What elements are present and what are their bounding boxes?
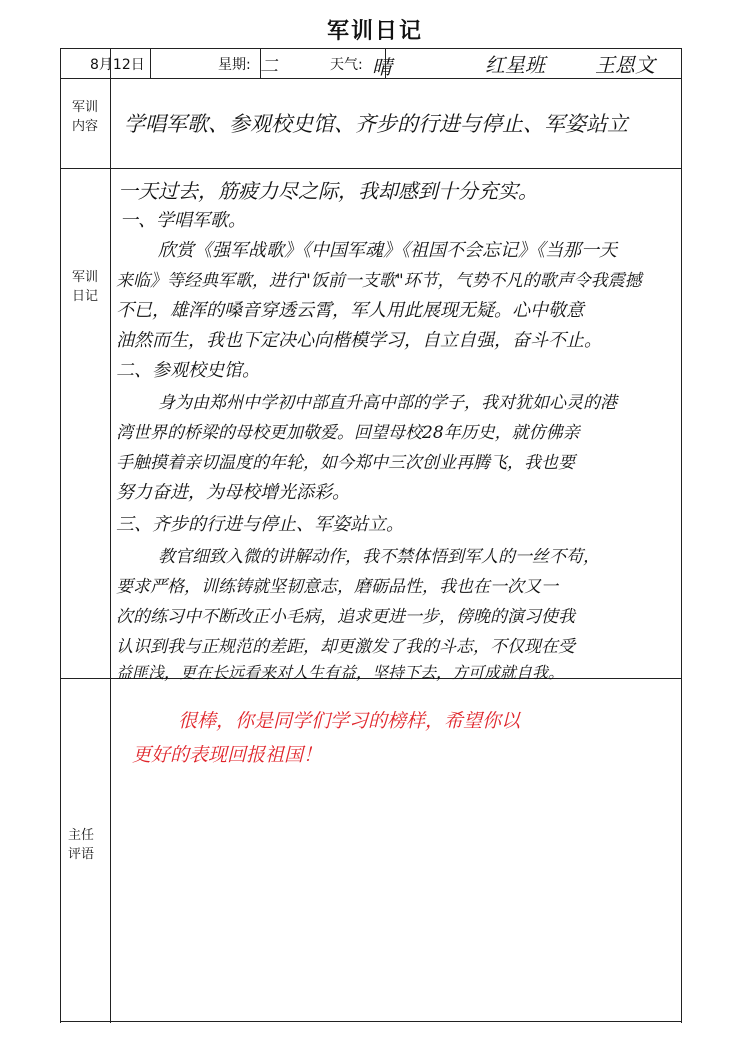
content-divider [60, 168, 682, 169]
bottom-border [60, 1021, 682, 1022]
weekday-value: 二 [260, 56, 278, 77]
date-value: 8月12日 [90, 57, 145, 73]
header-cell-divider [150, 48, 151, 78]
header-divider [60, 78, 682, 79]
diary-line: 来临》等经典军歌，进行"饭前一支歌"环节，气势不凡的歌声令我震撼 [116, 271, 642, 291]
diary-line: 湾世界的桥梁的母校更加敬爱。回望母校28年历史，就仿佛亲 [116, 423, 580, 443]
diary-line: 三、齐步的行进与停止、军姿站立。 [116, 514, 404, 535]
diary-line: 油然而生，我也下定决心向楷模学习，自立自强，奋斗不止。 [116, 330, 602, 351]
diary-line: 二、参观校史馆。 [116, 360, 260, 381]
page-title: 军训日记 [326, 19, 423, 44]
diary-line: 一天过去，筋疲力尽之际，我却感到十分充实。 [118, 179, 538, 203]
teacher-remark-line: 更好的表现回报祖国！ [132, 744, 323, 766]
diary-line: 认识到我与正规范的差距，却更激发了我的斗志，不仅现在受 [116, 637, 575, 657]
diary-line: 欣赏《强军战歌》《中国军魂》《祖国不会忘记》《当那一天 [158, 240, 617, 261]
diary-line: 身为由郑州中学初中部直升高中部的学子，我对犹如心灵的港 [158, 393, 617, 413]
diary-form [60, 48, 682, 1023]
weather-label: 天气: [330, 57, 363, 73]
weekday-label: 星期: [218, 57, 251, 73]
right-border [681, 48, 682, 1023]
label-column-divider [110, 48, 111, 1023]
diary-line: 努力奋进，为母校增光添彩。 [116, 482, 350, 503]
diary-line: 次的练习中不断改正小毛病，追求更进一步，傍晚的演习使我 [116, 607, 575, 627]
student-name: 王恩文 [595, 53, 655, 77]
top-border [60, 48, 682, 49]
diary-line: 一、学唱军歌。 [120, 210, 246, 231]
weather-value: 晴 [372, 55, 392, 79]
left-border [60, 48, 61, 1023]
diary-line: 手触摸着亲切温度的年轮，如今郑中三次创业再腾飞，我也要 [116, 453, 575, 473]
training-content: 学唱军歌、参观校史馆、齐步的行进与停止、军姿站立 [124, 112, 628, 136]
diary-line: 要求严格，训练铸就坚韧意志，磨砺品性，我也在一次又一 [116, 577, 558, 597]
diary-label: 军训 日记 [71, 270, 98, 304]
class-name: 红星班 [485, 53, 545, 77]
diary-line: 不已，雄浑的嗓音穿透云霄，军人用此展现无疑。心中敬意 [116, 300, 584, 321]
teacher-remark-line: 很棒，你是同学们学习的榜样，希望你以 [178, 710, 521, 732]
teacher-remark-label: 主任 评语 [67, 828, 94, 862]
diary-line: 教官细致入微的讲解动作，我不禁体悟到军人的一丝不苟， [158, 547, 600, 567]
training-content-label: 军训 内容 [71, 100, 98, 134]
diary-line: 益匪浅，更在长远看来对人生有益，坚持下去，方可成就自我。 [116, 663, 565, 682]
